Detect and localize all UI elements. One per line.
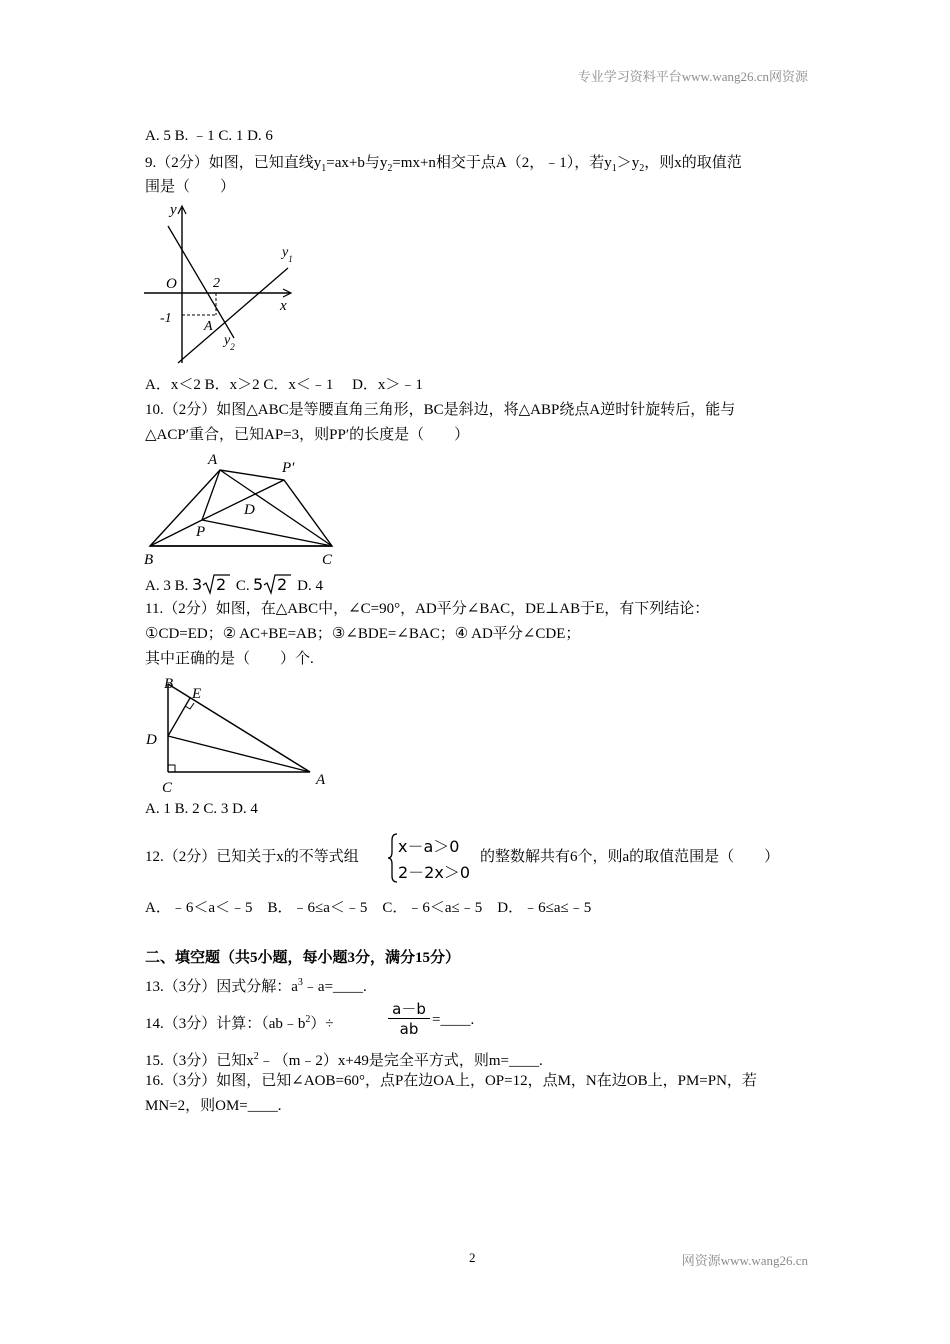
q10-label-p: P: [196, 524, 206, 540]
q14-text-c: =____.: [432, 1012, 475, 1028]
q13-text: 13.（3分）因式分解：$a^3﹣a=\_\_\_\_$.: [145, 977, 367, 995]
q9-label-y1: $y_1$: [282, 245, 293, 264]
q10-label-c: C: [322, 552, 333, 568]
q10-label-d: D: [244, 502, 255, 518]
q9-label-x: x: [280, 298, 287, 314]
q14-denominator: ab: [399, 1020, 419, 1038]
section2-title: 二、填空题（共5小题，每小题3分，满分15分）: [145, 950, 461, 966]
q14-numerator: a－b: [392, 1000, 426, 1018]
q12-stem-a: 12.（2分）已知关于x的不等式组: [145, 849, 359, 865]
q14-text-a: 14.（3分）计算：$(ab﹣b^2)\div$: [145, 1014, 334, 1032]
q12-inequality-2: 2－2x＞0: [398, 863, 471, 882]
q10-label-b: B: [144, 552, 154, 568]
footer-site: 网资源www.wang26.cn: [681, 1253, 808, 1268]
q11-label-d: D: [146, 732, 157, 748]
svg-text:3: 3: [192, 575, 203, 594]
q11-stem-line3: 其中正确的是（ ）个.: [145, 651, 314, 667]
q10-stem-line1: 10.（2分）如图△ABC是等腰直角三角形，BC是斜边，将△ABP绕点A逆时针旋转后，能与: [145, 402, 736, 418]
q9-label-tick-x: 2: [213, 276, 220, 291]
q11-stem-line2: ①CD=ED；② AC+BE=AB；③∠BDE=∠BAC；④ AD平分∠CDE；: [145, 626, 581, 642]
q9-line-y2: [168, 226, 234, 338]
q9-figure: [140, 198, 310, 368]
q16-line2: MN=2，则OM=____.: [145, 1098, 282, 1114]
q9-label-origin: O: [166, 276, 177, 292]
q9-stem-line1: 9.（2分）如图，已知直线$y_1=ax+b$与$y_2=mx+n$相交于点A（2，﹣1），若$y_1>y_2$，则x的取值范: [145, 155, 742, 174]
q9-label-point-a: A: [204, 319, 213, 334]
q10-figure: [140, 450, 350, 570]
q11-label-a: A: [316, 772, 326, 788]
page-header: 专业学习资料平台www.wang26.cn网资源: [577, 69, 808, 84]
q15-text: 15.（3分）已知$x^2﹣(m﹣2)x+49$是完全平方式，则m=____.: [145, 1051, 543, 1069]
q11-label-e: E: [192, 686, 202, 702]
q10-sqrt-c: [253, 573, 293, 595]
q10-sqrt-b: [192, 573, 232, 595]
q9-stem-line2: 围是（ ）: [145, 179, 236, 195]
q9-options: A．x＜2 B．x＞2 C．x＜﹣1 D．x＞﹣1: [145, 377, 423, 393]
svg-text:2: 2: [216, 575, 227, 594]
q8-options: A. 5 B. ﹣1 C. 1 D. 6: [145, 128, 273, 144]
q12-inequality-system: [388, 832, 480, 884]
q9-label-tick-y: -1: [160, 311, 172, 326]
svg-text:2: 2: [277, 575, 288, 594]
q9-label-y2: $y_2$: [224, 333, 235, 352]
svg-text:5: 5: [253, 575, 264, 594]
q11-options: A. 1 B. 2 C. 3 D. 4: [145, 801, 258, 817]
q11-label-b: B: [164, 676, 174, 692]
q10-label-a: A: [208, 452, 218, 468]
q12-stem-b: 的整数解共有6个，则a的取值范围是（ ）: [480, 849, 780, 865]
q10-label-p-prime: P′: [282, 460, 295, 476]
q11-stem-line1: 11.（2分）如图，在△ABC中，∠C=90°，AD平分∠BAC，DE⊥AB于E，有下列结论：: [145, 601, 710, 617]
q10-stem-line2: △ACP′重合，已知AP=3，则PP′的长度是（ ）: [145, 427, 470, 443]
q14-fraction: [386, 998, 432, 1040]
q11-figure: [140, 672, 340, 800]
q9-label-y: y: [170, 202, 177, 218]
q10-options: A. 3 B. 3 2 C. 5 2 D. 4: [145, 575, 323, 594]
q16-line1: 16.（3分）如图，已知∠AOB=60°，点P在边OA上，OP=12，点M，N在边OB上，PM=PN，若: [145, 1073, 757, 1089]
q12-inequality-1: x－a＞0: [398, 837, 460, 856]
q11-label-c: C: [162, 780, 173, 796]
page-number: 2: [469, 1250, 476, 1265]
q12-options: A．﹣6＜a＜﹣5 B．﹣6≤a＜﹣5 C．﹣6＜a≤﹣5 D．﹣6≤a≤﹣5: [145, 900, 592, 916]
